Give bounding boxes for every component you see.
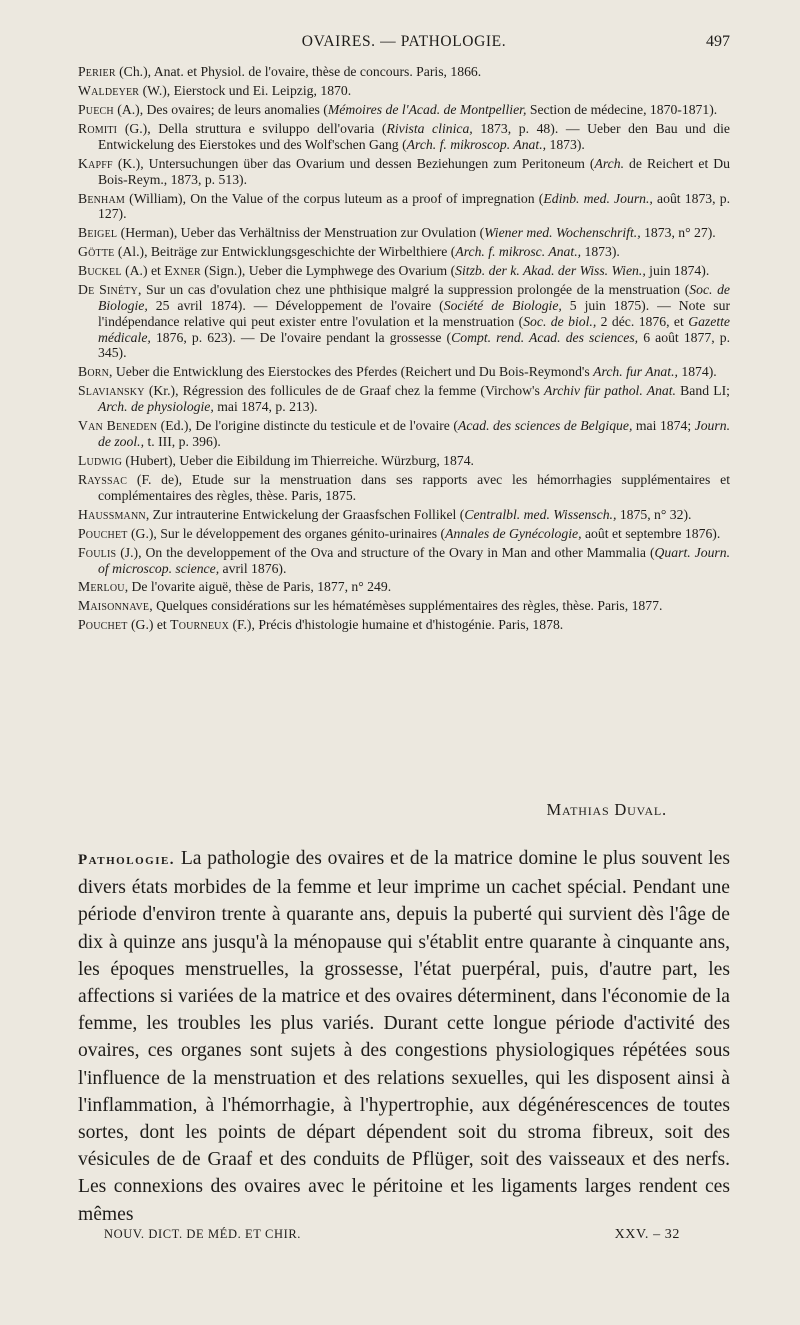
- section-heading: Pathologie.: [78, 852, 176, 868]
- bibliography-entry: Pouchet (G.), Sur le développement des organes génito-urinaires (Annales de Gynécologie, août et septembre 1876).: [78, 525, 721, 541]
- bibliography-entry: Ludwig (Hubert), Ueber die Eibildung im Thierreiche. Würzburg, 1874.: [78, 452, 474, 468]
- page-number: 497: [706, 33, 730, 50]
- author: Pouchet: [78, 525, 128, 541]
- author: Benham: [78, 190, 125, 206]
- bibliography-entry: Benham (William), On the Value of the corpus luteum as a proof of impregnation (Edinb. med. Journ., août 1873, p. 127).: [78, 190, 730, 222]
- author: Pouchet: [78, 617, 128, 633]
- bibliography-entry: De Sinéty, Sur un cas d'ovulation chez une phthisique malgré la suppression prolongée de la menstruation (Soc. de Biologie, 25 avril 1874). — Développement de l'ovaire (Société de Biologie, 5 juin 1875). — Note sur l'indépendance relative qui peut exister entre l'ovulation et la menstruation (Soc. de biol., 2 déc. 1876, et Gazette médicale, 1876, p. 623). — De l'ovaire pendant la grossesse (Compt. rend. Acad. des sciences, 6 août 1877, p. 345).: [78, 282, 731, 361]
- running-title: OVAIRES. — PATHOLOGIE.: [301, 33, 507, 50]
- author: Götte: [78, 244, 115, 260]
- author: De Sinéty: [78, 282, 138, 298]
- bibliography-entry: Maisonnave, Quelques considérations sur les hématémèses supplémentaires des règles, thèse. Paris, 1877.: [78, 598, 663, 614]
- author: Born: [78, 364, 110, 380]
- author: Merlou: [78, 579, 125, 595]
- bibliography-entry: Born, Ueber die Entwicklung des Eierstockes des Pferdes (Reichert und Du Bois-Reymond's Arch. fur Anat., 1874).: [78, 364, 717, 380]
- bibliography-entry: Slaviansky (Kr.), Régression des follicules de de Graaf chez la femme (Virchow's Archiv für pathol. Anat. Band LI; Arch. de physiologie, mai 1874, p. 213).: [78, 383, 730, 415]
- author: Foulis: [78, 544, 117, 560]
- article-body: [78, 845, 730, 1228]
- author-signature: Mathias Duval.: [546, 800, 667, 819]
- page-header: [78, 33, 730, 53]
- author: Rayssac: [78, 471, 128, 487]
- author: Perier: [78, 64, 116, 79]
- bibliography-entry: Beigel (Herman), Ueber das Verhältniss der Menstruation zur Ovulation (Wiener med. Wochenschrift., 1873, n° 27).: [78, 225, 716, 241]
- bibliography-entry: Götte (Al.), Beiträge zur Entwicklungsgeschichte der Wirbelthiere (Arch. f. mikrosc. Anat., 1873).: [78, 244, 620, 260]
- bibliography-entry: Buckel (A.) et Exner (Sign.), Ueber die Lymphwege des Ovarium (Sitzb. der k. Akad. der Wiss. Wien., juin 1874).: [78, 263, 710, 279]
- bibliography: [78, 64, 730, 636]
- bibliography-entry: Foulis (J.), On the developpement of the Ova and structure of the Ovary in Man and other Mammalia (Quart. Journ. of microscop. science, avril 1876).: [78, 544, 730, 576]
- author: Maisonnave: [78, 598, 150, 614]
- body-text: La pathologie des ovaires et de la matrice domine le plus souvent les divers états morbides de la femme et leur imprime un cachet spécial. Pendant une période d'environ trente à quarante ans, depuis la puberté qui survient dès l'âge de dix à quinze ans jusqu'à la ménopause qui s'établit entre quarante à cinquante ans, les époques menstruelles, la grossesse, l'état puerpéral, puis, d'autre part, les affections si variées de la matrice et des ovaires déterminent, dans l'économie de la femme, les troubles les plus variés. Durant cette longue période d'activité des ovaires, ces organes sont sujets à des congestions physiologiques répétées sous l'influence de la menstruation et des relations sexuelles, qui les disposent ainsi à l'inflammation, à l'hémorrhagie, à l'hypertrophie, aux dégénérescences de toutes sortes, dont les points de départ dépendent soit du stroma fibreux, soit des vésicules de de Graaf et des conduits de Pflüger, soit des vaisseaux et des nerfs. Les connexions des ovaires avec le péritoine et les ligaments larges rendent ces mêmes: [78, 848, 730, 1225]
- author: Slaviansky: [78, 383, 145, 399]
- author: Buckel: [78, 263, 122, 279]
- bibliography-entry: Van Beneden (Ed.), De l'origine distincte du testicule et de l'ovaire (Acad. des sciences de Belgique, mai 1874; Journ. de zool., t. III, p. 396).: [78, 418, 730, 449]
- bibliography-entry: Rayssac (F. de), Etude sur la menstruation dans ses rapports avec les hémorrhagies supplémentaires et complémentaires des règles, thèse. Paris, 1875.: [78, 471, 730, 503]
- bibliography-entry: Kapff (K.), Untersuchungen über das Ovarium und dessen Beziehungen zum Peritoneum (Arch. de Reichert et Du Bois-Reym., 1873, p. 513).: [78, 155, 730, 187]
- bibliography-entry: Pouchet (G.) et Tourneux (F.), Précis d'histologie humaine et d'histogénie. Paris, 1878.: [78, 617, 564, 633]
- footer-signature-mark: XXV. – 32: [614, 1227, 680, 1242]
- bibliography-entry: Puech (A.), Des ovaires; de leurs anomalies (Mémoires de l'Acad. de Montpellier, Section de médecine, 1870-1871).: [78, 101, 718, 117]
- author: Beigel: [78, 225, 118, 241]
- bibliography-entry: Perier (Ch.), Anat. et Physiol. de l'ovaire, thèse de concours. Paris, 1866.: [78, 64, 482, 79]
- author: Van Beneden: [78, 418, 158, 434]
- bibliography-entry: Merlou, De l'ovarite aiguë, thèse de Paris, 1877, n° 249.: [78, 579, 392, 595]
- footer-publication: NOUV. DICT. DE MÉD. ET CHIR.: [104, 1227, 302, 1241]
- author: Kapff: [78, 155, 113, 171]
- author: Exner: [164, 263, 201, 279]
- author: Haussmann: [78, 506, 146, 522]
- author: Waldeyer: [78, 82, 140, 98]
- bibliography-entry: Haussmann, Zur intrauterine Entwickelung der Graasfschen Follikel (Centralbl. med. Wissensch., 1875, n° 32).: [78, 506, 692, 522]
- bibliography-entry: Romiti (G.), Della struttura e sviluppo dell'ovaria (Rivista clinica, 1873, p. 48). — Ueber den Bau und die Entwickelung des Eierstokes und des Wolf'schen Gang (Arch. f. mikroscop. Anat., 1873).: [78, 120, 730, 152]
- author: Tourneux: [170, 617, 230, 633]
- bibliography-entry: Waldeyer (W.), Eierstock und Ei. Leipzig, 1870.: [78, 82, 352, 98]
- author: Romiti: [78, 120, 118, 136]
- author: Puech: [78, 101, 114, 117]
- page-footer: [104, 1227, 680, 1243]
- author: Ludwig: [78, 452, 122, 468]
